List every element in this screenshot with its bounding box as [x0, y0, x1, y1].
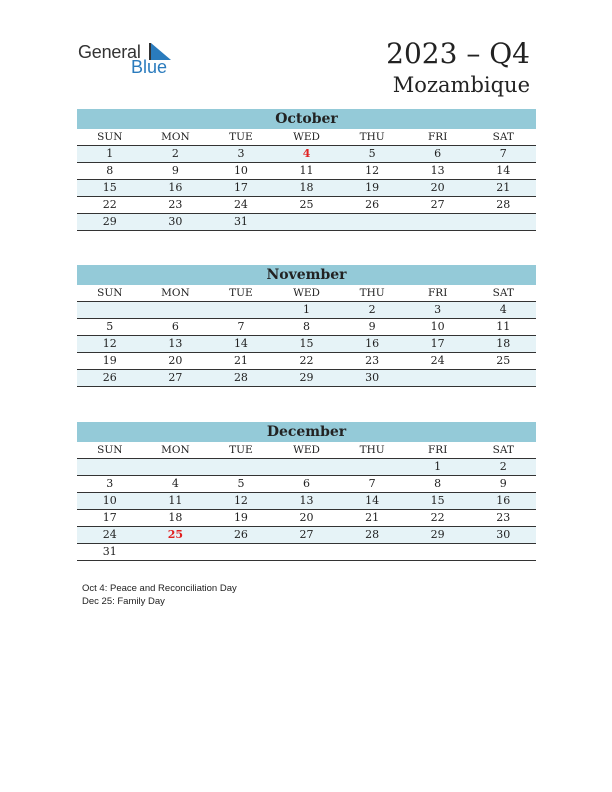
date-cell: 19 — [365, 181, 380, 194]
date-cell: 16 — [496, 494, 511, 507]
date-cell: 26 — [365, 198, 380, 211]
date-cell: 15 — [102, 181, 117, 194]
date-cell — [405, 544, 471, 560]
date-cell: 10 — [233, 164, 248, 177]
date-cell — [208, 459, 274, 475]
week-row — [77, 180, 536, 197]
date-cell: 26 — [102, 371, 117, 384]
month-title: October — [77, 109, 536, 129]
date-cell: 10 — [430, 320, 445, 333]
date-cell: 27 — [168, 371, 183, 384]
weekday-label: SAT — [492, 444, 514, 456]
date-cell — [470, 544, 536, 560]
date-cell: 18 — [299, 181, 314, 194]
date-cell: 22 — [102, 198, 117, 211]
date-cell: 18 — [496, 337, 511, 350]
date-cell: 16 — [365, 337, 380, 350]
date-cell — [470, 214, 536, 230]
weekday-label: MON — [161, 287, 190, 299]
date-cell: 20 — [168, 354, 183, 367]
date-cell: 17 — [102, 511, 117, 524]
date-cell: 21 — [233, 354, 248, 367]
date-cell: 19 — [233, 511, 248, 524]
date-cell: 22 — [430, 511, 445, 524]
week-row — [77, 336, 536, 353]
date-cell: 9 — [171, 164, 179, 177]
date-cell — [274, 214, 340, 230]
date-cell — [208, 302, 274, 318]
weekday-label: MON — [161, 444, 190, 456]
week-row — [77, 319, 536, 336]
date-cell: 15 — [299, 337, 314, 350]
holiday-date-cell: 25 — [167, 528, 184, 541]
date-cell: 14 — [365, 494, 380, 507]
date-cell: 30 — [496, 528, 511, 541]
date-cell — [77, 459, 143, 475]
date-cell: 29 — [102, 215, 117, 228]
week-row — [77, 146, 536, 163]
month-october — [77, 109, 536, 231]
weekday-label: MON — [161, 131, 190, 143]
date-cell — [339, 544, 405, 560]
date-cell: 28 — [365, 528, 380, 541]
date-cell: 27 — [299, 528, 314, 541]
date-cell: 17 — [430, 337, 445, 350]
week-row — [77, 510, 536, 527]
date-cell: 15 — [430, 494, 445, 507]
date-cell: 5 — [237, 477, 245, 490]
date-cell: 12 — [102, 337, 117, 350]
month-december — [77, 422, 536, 561]
weekday-label: THU — [359, 131, 385, 143]
date-cell: 24 — [430, 354, 445, 367]
holiday-note: Dec 25: Family Day — [82, 596, 165, 607]
date-cell: 30 — [365, 371, 380, 384]
date-cell: 3 — [434, 303, 442, 316]
date-cell — [77, 302, 143, 318]
date-cell — [405, 370, 471, 386]
weekday-label: TUE — [229, 287, 253, 299]
week-row — [77, 476, 536, 493]
weekday-label: TUE — [229, 444, 253, 456]
date-cell: 6 — [434, 147, 442, 160]
generalblue-logo — [78, 40, 178, 80]
date-cell: 29 — [299, 371, 314, 384]
date-cell: 10 — [102, 494, 117, 507]
date-cell: 8 — [303, 320, 311, 333]
month-title: December — [77, 422, 536, 442]
logo-word-general: General — [78, 42, 141, 62]
week-row — [77, 163, 536, 180]
date-cell: 20 — [299, 511, 314, 524]
date-cell: 13 — [168, 337, 183, 350]
date-cell: 12 — [233, 494, 248, 507]
date-cell: 3 — [237, 147, 245, 160]
date-cell: 31 — [102, 545, 117, 558]
month-title: November — [77, 265, 536, 285]
weekday-label: SUN — [97, 287, 123, 299]
date-cell: 20 — [430, 181, 445, 194]
weekday-label: TUE — [229, 131, 253, 143]
date-cell: 18 — [168, 511, 183, 524]
date-cell — [143, 302, 209, 318]
date-cell: 5 — [106, 320, 114, 333]
date-cell: 26 — [233, 528, 248, 541]
weekday-label: SAT — [492, 131, 514, 143]
date-cell: 23 — [168, 198, 183, 211]
date-cell: 13 — [430, 164, 445, 177]
date-cell: 13 — [299, 494, 314, 507]
date-cell: 5 — [368, 147, 376, 160]
date-cell: 1 — [106, 147, 114, 160]
weekday-label: SUN — [97, 131, 123, 143]
date-cell: 31 — [233, 215, 248, 228]
date-cell: 14 — [496, 164, 511, 177]
date-cell — [274, 544, 340, 560]
date-cell: 23 — [365, 354, 380, 367]
weekday-label: SUN — [97, 444, 123, 456]
date-cell — [274, 459, 340, 475]
weekday-label: FRI — [428, 287, 448, 299]
date-cell: 11 — [496, 320, 511, 333]
date-cell: 28 — [233, 371, 248, 384]
weekday-label: SAT — [492, 287, 514, 299]
date-cell: 24 — [102, 528, 117, 541]
date-cell: 23 — [496, 511, 511, 524]
week-row — [77, 527, 536, 544]
date-cell — [143, 544, 209, 560]
weekday-header-row — [77, 442, 536, 459]
week-row — [77, 197, 536, 214]
date-cell: 2 — [368, 303, 376, 316]
date-cell: 9 — [499, 477, 507, 490]
country-name: Mozambique — [392, 73, 530, 97]
week-row — [77, 459, 536, 476]
date-cell — [339, 459, 405, 475]
weekday-label: WED — [293, 131, 320, 143]
week-row — [77, 370, 536, 387]
date-cell: 28 — [496, 198, 511, 211]
date-cell: 2 — [499, 460, 507, 473]
date-cell: 7 — [499, 147, 507, 160]
date-cell: 11 — [299, 164, 314, 177]
holiday-note: Oct 4: Peace and Reconciliation Day — [82, 583, 237, 594]
date-cell: 30 — [168, 215, 183, 228]
date-cell: 1 — [303, 303, 311, 316]
year-quarter-title: 2023 – Q4 — [386, 37, 530, 70]
date-cell: 1 — [434, 460, 442, 473]
week-row — [77, 353, 536, 370]
date-cell: 24 — [233, 198, 248, 211]
date-cell: 27 — [430, 198, 445, 211]
date-cell: 6 — [303, 477, 311, 490]
date-cell: 21 — [365, 511, 380, 524]
date-cell: 6 — [171, 320, 179, 333]
weekday-header-row — [77, 129, 536, 146]
date-cell — [470, 370, 536, 386]
date-cell: 2 — [171, 147, 179, 160]
date-cell: 4 — [499, 303, 507, 316]
date-cell — [405, 214, 471, 230]
holiday-notes — [82, 582, 237, 608]
date-cell: 25 — [299, 198, 314, 211]
date-cell: 7 — [237, 320, 245, 333]
date-cell: 19 — [102, 354, 117, 367]
week-row — [77, 302, 536, 319]
date-cell: 22 — [299, 354, 314, 367]
weekday-label: WED — [293, 444, 320, 456]
week-row — [77, 214, 536, 231]
weekday-header-row — [77, 285, 536, 302]
date-cell: 8 — [106, 164, 114, 177]
date-cell: 9 — [368, 320, 376, 333]
date-cell: 12 — [365, 164, 380, 177]
holiday-date-cell: 4 — [302, 147, 311, 160]
date-cell — [143, 459, 209, 475]
date-cell: 4 — [171, 477, 179, 490]
logo-word-blue: Blue — [131, 57, 168, 77]
weekday-label: FRI — [428, 131, 448, 143]
date-cell: 3 — [106, 477, 114, 490]
date-cell: 7 — [368, 477, 376, 490]
date-cell: 21 — [496, 181, 511, 194]
weekday-label: WED — [293, 287, 320, 299]
weekday-label: THU — [359, 287, 385, 299]
date-cell: 16 — [168, 181, 183, 194]
weekday-label: FRI — [428, 444, 448, 456]
date-cell: 25 — [496, 354, 511, 367]
date-cell — [208, 544, 274, 560]
month-november — [77, 265, 536, 387]
date-cell: 17 — [233, 181, 248, 194]
date-cell: 14 — [233, 337, 248, 350]
date-cell: 11 — [168, 494, 183, 507]
date-cell — [339, 214, 405, 230]
weekday-label: THU — [359, 444, 385, 456]
week-row — [77, 493, 536, 510]
week-row — [77, 544, 536, 561]
date-cell: 8 — [434, 477, 442, 490]
date-cell: 29 — [430, 528, 445, 541]
